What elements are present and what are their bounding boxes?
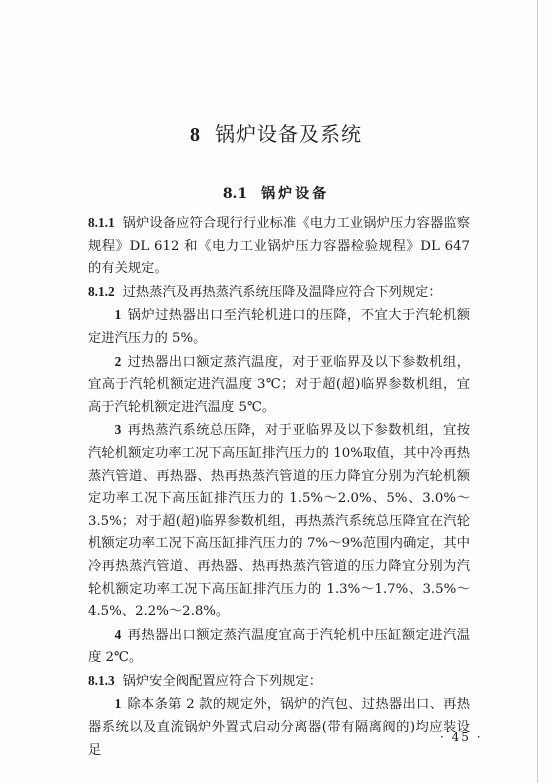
item-text: 锅炉过热器出口至汽轮机进口的压降，不宜大于汽轮机额定进汽压力的 5%。 [88, 308, 470, 346]
clause-8-1-2 [88, 281, 470, 305]
page-number: · 45 · [440, 730, 483, 744]
section-title [0, 183, 552, 203]
clause-8-1-3-item-1 [88, 693, 470, 762]
item-text: 再热蒸汽系统总压降，对于亚临界及以下参数机组，宜按汽轮机额定功率工况下高压缸排汽压力的 10%取值，其中冷再热蒸汽管道、再热器、热再热蒸汽管道的压力降宜分别为汽轮机额定功率工况下高压缸排汽压力的 1.5%～2.0%、5%、3.0%～3.5%；对于超(超)临界参数机组，再热蒸汽系统总压降宜在汽轮机额定功率工况下高压缸排汽压力的 7%～9%范围内确定，其中冷再热蒸汽管道、再热器、热再热蒸汽管道的压力降宜分别为汽轮机额定功率工况下高压缸排汽压力的 1.3%～1.7%、3.5%～4.5%、2.2%～2.8%。 [88, 423, 470, 620]
clause-number: 8.1.2 [88, 283, 115, 299]
item-number: 3 [114, 422, 122, 438]
clause-8-1-2-item-3 [88, 419, 470, 623]
item-number: 2 [114, 353, 122, 369]
chapter-title [0, 118, 552, 147]
clause-8-1-3 [88, 670, 470, 694]
section-number: 8.1 [222, 186, 248, 202]
item-text: 除本条第 2 款的规定外，锅炉的汽包、过热器出口、再热器系统以及直流锅炉外置式启动分离器(带有隔离阀的)均应装设足 [88, 697, 470, 758]
clause-8-1-2-item-1 [88, 304, 470, 350]
clause-8-1-1 [88, 212, 470, 281]
item-number: 4 [114, 626, 122, 642]
clause-number: 8.1.3 [88, 672, 115, 688]
clause-8-1-2-item-2 [88, 351, 470, 420]
clause-8-1-2-item-4 [88, 624, 470, 670]
item-number: 1 [114, 307, 122, 323]
item-text: 过热器出口额定蒸汽温度，对于亚临界及以下参数机组，宜高于汽轮机额定进汽温度 3℃；对于超(超)临界参数机组，宜高于汽轮机额定进汽温度 5℃。 [88, 354, 470, 415]
clause-text: 锅炉安全阀配置应符合下列规定： [122, 673, 323, 689]
clause-number: 8.1.1 [88, 215, 115, 230]
section-title-text: 锅炉设备 [261, 186, 330, 202]
clause-text: 过热蒸汽及再热蒸汽系统压降及温降应符合下列规定： [122, 284, 442, 300]
chapter-title-text: 锅炉设备及系统 [215, 122, 362, 146]
item-number: 1 [114, 696, 122, 712]
body-text [88, 212, 470, 762]
clause-text: 锅炉设备应符合现行行业标准《电力工业锅炉压力容器监察规程》DL 612 和《电力工业锅炉压力容器检验规程》DL 647 的有关规定。 [88, 216, 470, 277]
chapter-number: 8 [190, 124, 201, 146]
item-text: 再热器出口额定蒸汽温度宜高于汽轮机中压缸额定进汽温度 2℃。 [88, 627, 470, 666]
